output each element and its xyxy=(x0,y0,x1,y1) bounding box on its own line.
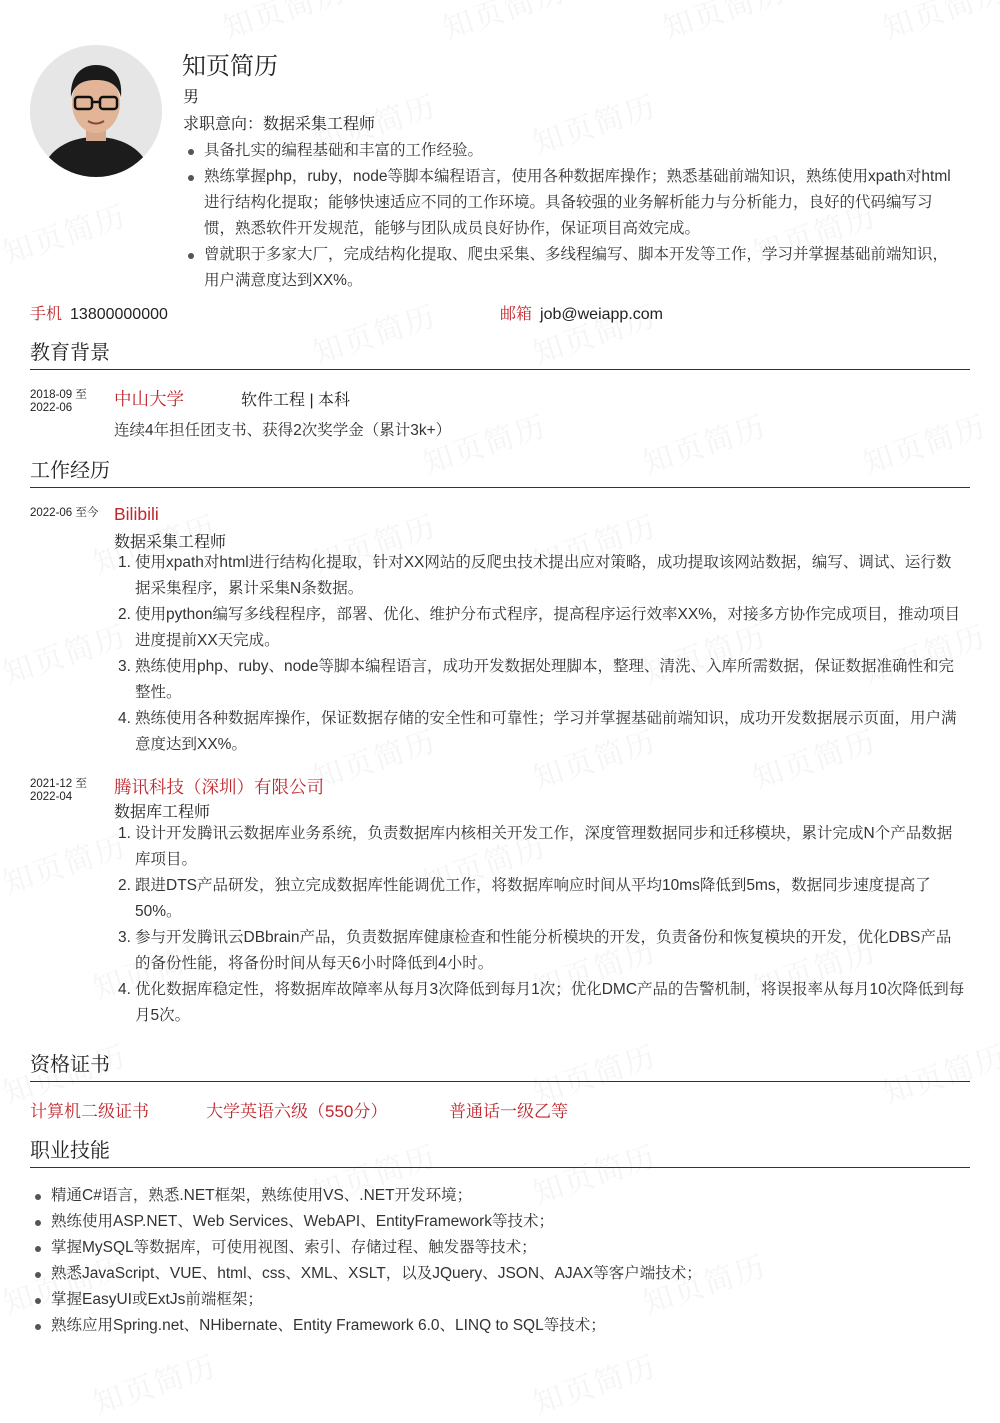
certificate-item: 大学英语六级（550分） xyxy=(206,1102,388,1121)
summary-item: 具备扎实的编程基础和丰富的工作经验。 xyxy=(183,138,963,164)
duty-item: 1. 设计开发腾讯云数据库业务系统，负责数据库内核相关开发工作，深度管理数据同步和迁移模块，累计完成N个产品数据库项目。 xyxy=(118,825,953,868)
skill-item: 掌握MySQL等数据库，可使用视图、索引、存储过程、触发器等技术； xyxy=(30,1235,970,1261)
section-title-work: 工作经历 xyxy=(30,458,970,488)
school-major: 软件工程 | 本科 xyxy=(241,392,351,409)
duty-item: 3. 熟练使用php、ruby、node等脚本编程语言，成功开发数据处理脚本，整理、清洗、入库所需数据，保证数据准确性和完整性。 xyxy=(118,658,954,701)
summary-item: 熟练掌握php，ruby，node等脚本编程语言，使用各种数据库操作；熟悉基础前端知识，熟练使用xpath对html进行结构化提取；能够快速适应不同的工作环境。具备较强的业务解析能力与分析能力，良好的代码编写习惯，熟悉软件开发规范，能够与团队成员良好协作，保证项目高效完成。 xyxy=(183,164,963,242)
duty-item: 4. 熟练使用各种数据库操作，保证数据存储的安全性和可靠性；学习并掌握基础前端知识，成功开发数据展示页面，用户满意度达到XX%。 xyxy=(118,710,957,753)
work-date xyxy=(30,778,87,804)
contact-email xyxy=(500,301,663,324)
date-start: 2022-06 至今 xyxy=(30,507,99,519)
job-role: 数据库工程师 xyxy=(114,804,211,821)
candidate-gender: 男 xyxy=(183,89,200,106)
duty-item: 1. 使用xpath对html进行结构化提取，针对XX网站的反爬虫技术提出应对策略，成功提取该网站数据，编写、调试、运行数据采集程序，累计采集N条数据。 xyxy=(118,554,952,597)
duty-list xyxy=(114,550,966,758)
duty-list xyxy=(114,821,966,1029)
company-name: 腾讯科技（深圳）有限公司 xyxy=(114,777,324,797)
job-role: 数据采集工程师 xyxy=(114,534,227,551)
email-label: 邮箱 xyxy=(500,306,533,323)
date-start: 2018-09 至 xyxy=(30,389,87,401)
school-name: 中山大学 xyxy=(114,389,184,409)
company-name: Bilibili xyxy=(114,504,159,524)
school-description: 连续4年担任团支书、获得2次奖学金（累计3k+） xyxy=(114,422,452,439)
date-start: 2021-12 至 xyxy=(30,778,87,790)
summary-item: 曾就职于多家大厂，完成结构化提取、爬虫采集、多线程编写、脚本开发等工作，学习并掌握基础前端知识，用户满意度达到XX%。 xyxy=(183,242,963,294)
skill-item: 熟练应用Spring.net、NHibernate、Entity Framework 6.0、LINQ to SQL等技术； xyxy=(30,1313,970,1339)
avatar-portrait-icon xyxy=(30,45,162,177)
certificate-item: 普通话一级乙等 xyxy=(449,1102,568,1121)
duty-item: 2. 使用python编写多线程程序，部署、优化、维护分布式程序，提高程序运行效率XX%，对接多方协作完成项目，推动项目进度提前XX天完成。 xyxy=(118,606,961,649)
section-title-certificates: 资格证书 xyxy=(30,1052,970,1082)
education-date xyxy=(30,389,87,415)
skill-list xyxy=(30,1183,970,1339)
candidate-name: 知页简历 xyxy=(182,53,278,80)
profile-summary xyxy=(183,138,963,294)
avatar xyxy=(30,45,162,177)
phone-label: 手机 xyxy=(30,306,63,323)
job-intent: 求职意向：数据采集工程师 xyxy=(183,116,376,133)
skill-item: 熟悉JavaScript、VUE、html、css、XML、XSLT，以及JQuery、JSON、AJAX等客户端技术； xyxy=(30,1261,970,1287)
section-title-skills: 职业技能 xyxy=(30,1138,970,1168)
date-end: 2022-06 xyxy=(30,402,73,414)
duty-item: 2. 跟进DTS产品研发，独立完成数据库性能调优工作，将数据库响应时间从平均10ms降低到5ms，数据同步速度提高了50%。 xyxy=(118,877,931,920)
phone-value: 13800000000 xyxy=(70,306,168,323)
section-title-education: 教育背景 xyxy=(30,340,970,370)
email-value[interactable]: job@weiapp.com xyxy=(540,306,663,323)
work-date xyxy=(30,507,98,520)
certificate-item: 计算机二级证书 xyxy=(30,1102,149,1121)
duty-item: 4. 优化数据库稳定性，将数据库故障率从每月3次降低到每月1次；优化DMC产品的告警机制，将误报率从每月10次降低到每月5次。 xyxy=(118,981,965,1024)
skill-item: 熟练使用ASP.NET、Web Services、WebAPI、EntityFramework等技术； xyxy=(30,1209,970,1235)
skill-item: 掌握EasyUI或ExtJs前端框架； xyxy=(30,1287,970,1313)
skill-item: 精通C#语言，熟悉.NET框架，熟练使用VS、.NET开发环境； xyxy=(30,1183,970,1209)
contact-phone xyxy=(30,301,168,324)
duty-item: 3. 参与开发腾讯云DBbrain产品，负责数据库健康检查和性能分析模块的开发，负责备份和恢复模块的开发，优化DBS产品的备份性能，将备份时间从每天6小时降低到4小时。 xyxy=(118,929,952,972)
date-end: 2022-04 xyxy=(30,791,73,803)
